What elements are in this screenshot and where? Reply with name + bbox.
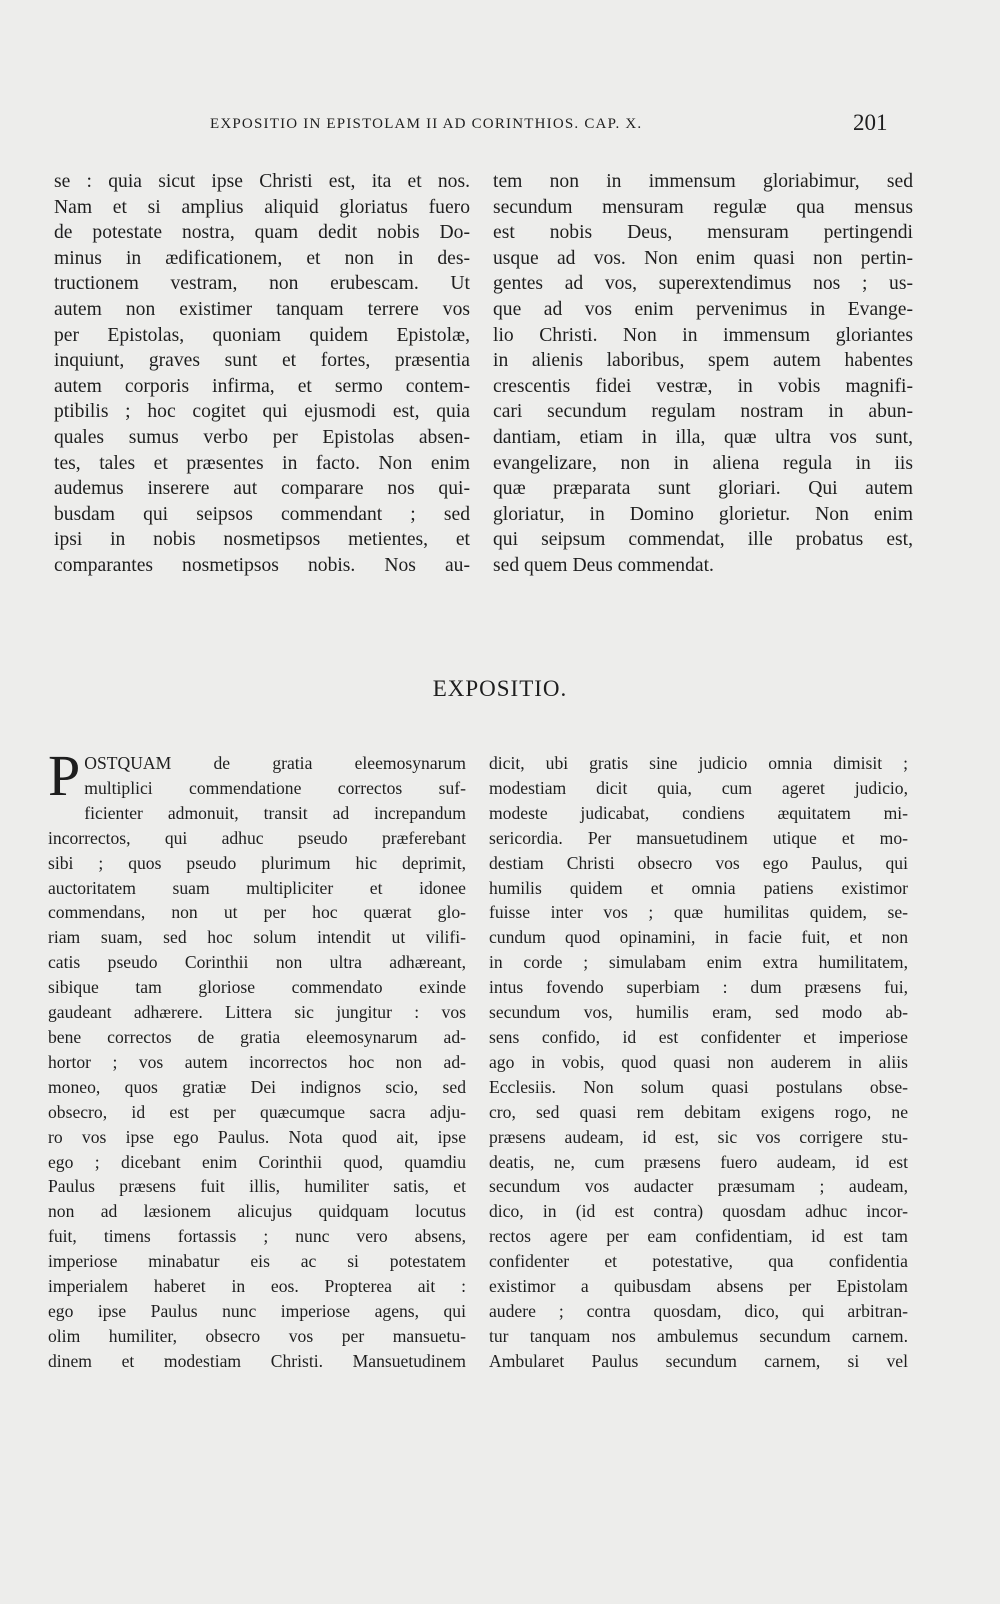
text-line: intus fovendo superbiam : dum præsens fui, [489,977,908,998]
running-title: EXPOSITIO IN EPISTOLAM II AD CORINTHIOS. CAP. X. [210,116,643,132]
text-line: quales sumus verbo per Epistolas absen- [54,426,470,448]
text-line: dantiam, etiam in illa, quæ ultra vos sunt, [493,426,913,448]
text-line: OSTQUAM de gratia eleemosynarum [84,753,466,773]
text-line: ipsi in nobis nosmetipsos metientes, et [54,529,470,551]
scripture-text-right-column [493,169,913,579]
text-line: modestiam dicit quia, cum ageret judicio, [489,777,908,798]
text-line: crescentis fidei vestræ, in vobis magnifi- [493,375,913,397]
text-line: per Epistolas, quoniam quidem Epistolæ, [54,324,470,346]
text-line: Ambularet Paulus secundum carnem, si vel [489,1350,908,1371]
text-line: autem corporis infirma, et sermo contem- [54,375,470,397]
text-line: dinem et modestiam Christi. Mansuetudinem [48,1350,466,1371]
text-line: modeste judicabat, condiens æquitatem mi- [489,802,908,823]
text-line: ego ipse Paulus nunc imperiose agens, qui [48,1300,466,1321]
text-line: qui seipsum commendat, ille probatus est, [493,529,913,551]
text-line: ago in vobis, quod quasi non auderem in aliis [489,1051,908,1072]
text-line: fuit, timens fortassis ; nunc vero absens, [48,1226,466,1247]
text-line: secundum vos, humilis eram, sed modo ab- [489,1002,908,1023]
text-line: que ad vos enim pervenimus in Evange- [493,298,913,320]
text-line: autem non existimer tanquam terrere vos [54,298,470,320]
text-line: rectos agere per eam confidentiam, id est tam [489,1226,908,1247]
text-line: comparantes nosmetipsos nobis. Nos au- [54,554,470,576]
text-line: Nam et si amplius aliquid gloriatus fuero [54,196,470,218]
text-line: tes, tales et præsentes in facto. Non enim [54,452,470,474]
text-line: in corde ; simulabam enim extra humilitatem, [489,952,908,973]
text-line: sibi ; quos pseudo plurimum hic deprimit, [48,852,466,873]
text-line: busdam qui seipsos commendant ; sed [54,503,470,525]
text-line: minus in ædificationem, et non in des- [54,247,470,269]
scripture-text-left-column [54,169,470,579]
text-line: tur tanquam nos ambulemus secundum carnem. [489,1325,908,1346]
text-line: olim humiliter, obsecro vos per mansuetu- [48,1325,466,1346]
text-line: incorrectos, qui adhuc pseudo præferebant [48,827,466,848]
text-line: gaudeant adhærere. Littera sic jungitur : vos [48,1002,466,1023]
text-line: non ad læsionem alicujus quidquam locutus [48,1201,466,1222]
text-line: deatis, ne, cum præsens fuero audeam, id est [489,1151,908,1172]
section-heading: EXPOSITIO. [432,676,568,701]
text-line: bene correctos de gratia eleemosynarum ad- [48,1026,466,1047]
text-line: præsens audeam, id est, sic vos corrigere stu- [489,1126,908,1147]
text-line: multiplici commendatione correctos suf- [84,777,466,798]
text-line: Paulus præsens fuit illis, humiliter satis, et [48,1176,466,1197]
text-line: auctoritatem suam multipliciter et idonee [48,877,466,898]
text-line: destiam Christi obsecro vos ego Paulus, qui [489,852,908,873]
text-line: cari secundum regulam nostram in abun- [493,401,913,423]
text-line: secundum vos audacter præsumam ; audeam, [489,1176,908,1197]
text-line: de potestate nostra, quam dedit nobis Do- [54,222,470,244]
text-line: riam suam, sed hoc solum intendit ut vilifi- [48,927,466,948]
text-line: tructionem vestram, non erubescam. Ut [54,273,470,295]
text-line: sibique tam gloriose commendato exinde [48,977,466,998]
drop-cap: P [48,743,81,808]
text-line: humilis quidem et omnia patiens existimor [489,877,908,898]
page-number: 201 [853,110,888,135]
text-line: est nobis Deus, mensuram pertingendi [493,222,913,244]
text-line: existimor a quibusdam absens per Epistolam [489,1276,908,1297]
text-line: audere ; contra quosdam, dico, qui arbitran- [489,1300,908,1321]
text-line: cro, sed quasi rem debitam exigens rogo, ne [489,1101,908,1122]
text-line: dicit, ubi gratis sine judicio omnia dimisit ; [489,753,908,773]
text-line: imperialem haberet in eos. Propterea ait : [48,1276,466,1297]
text-line: tem non in immensum gloriabimur, sed [493,171,913,192]
text-line: Ecclesiis. Non solum quasi postulans obse- [489,1076,908,1097]
text-line: dico, in (id est contra) quosdam adhuc incor- [489,1201,908,1222]
text-line: ptibilis ; hoc cogitet qui ejusmodi est, quia [54,401,470,423]
text-line: cundum quod opinamini, in facie fuit, et non [489,927,908,948]
text-line: ro vos ipse ego Paulus. Nota quod ait, ipse [48,1126,466,1147]
text-line: usque ad vos. Non enim quasi non pertin- [493,247,913,269]
text-line: inquiunt, graves sunt et fortes, præsentia [54,350,470,372]
text-line: sericordia. Per mansuetudinem utique et mo- [489,827,908,848]
text-line: secundum mensuram regulæ qua mensus [493,196,913,218]
text-line: sens confido, id est confidenter et imperiose [489,1026,908,1047]
text-line: gloriatur, in Domino glorietur. Non enim [493,503,913,525]
text-line: commendans, non ut per hoc quærat glo- [48,902,466,923]
text-line: hortor ; vos autem incorrectos hoc non ad- [48,1051,466,1072]
text-line: ego ; dicebant enim Corinthii quod, quamdiu [48,1151,466,1172]
text-line: confidenter et potestative, qua confidentia [489,1251,908,1272]
text-line: lio Christi. Non in immensum gloriantes [493,324,913,346]
text-line: quæ præparata sunt gloriari. Qui autem [493,478,913,500]
text-line: sed quem Deus commendat. [493,554,714,576]
text-line: se : quia sicut ipse Christi est, ita et nos. [54,171,470,192]
text-line: audemus inserere aut comparare nos qui- [54,478,470,500]
text-line: catis pseudo Corinthii non ultra adhæreant, [48,952,466,973]
text-line: ficienter admonuit, transit ad increpandum [84,802,466,823]
text-line: fuisse inter vos ; quæ humilitas quidem, se- [489,902,908,923]
text-line: in alienis laboribus, spem autem habentes [493,350,913,372]
text-line: gentes ad vos, superextendimus nos ; us- [493,273,913,295]
text-line: imperiose minabatur eis ac si potestatem [48,1251,466,1272]
commentary-right-column [489,751,908,1374]
text-line: moneo, quos gratiæ Dei indignos scio, sed [48,1076,466,1097]
text-line: obsecro, id est per quæcumque sacra adju- [48,1101,466,1122]
text-line: evangelizare, non in aliena regula in iis [493,452,913,474]
commentary-left-column [48,743,466,1374]
